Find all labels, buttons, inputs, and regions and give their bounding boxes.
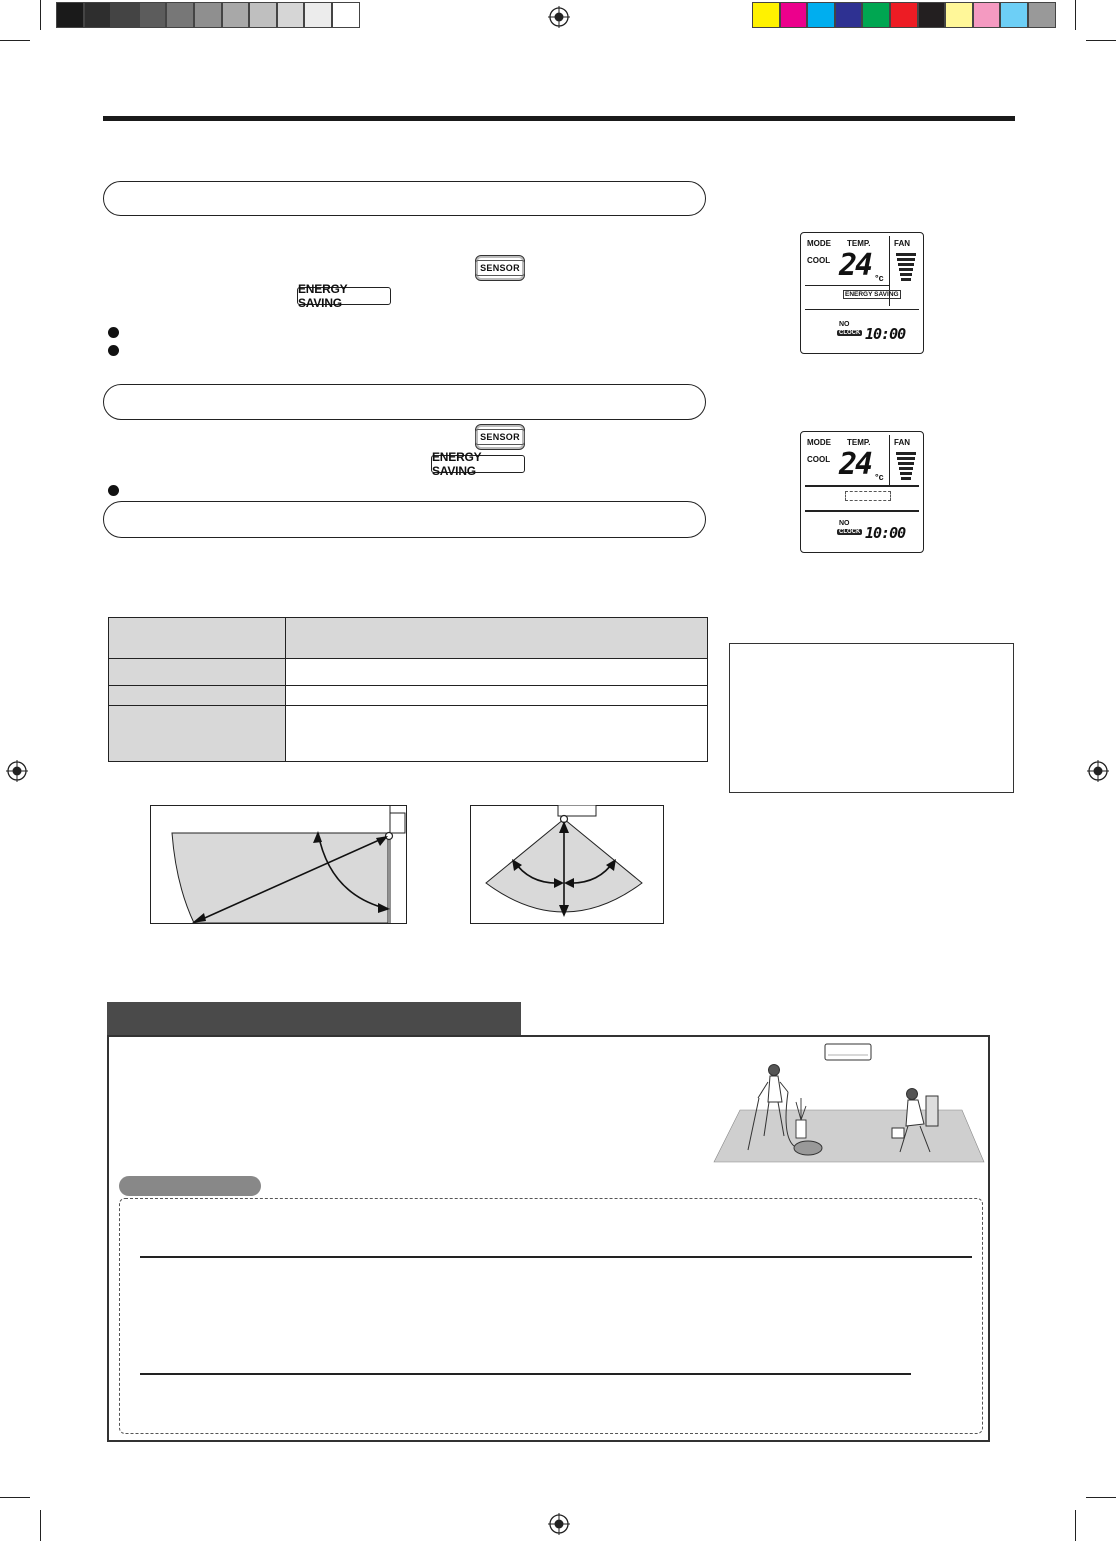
lcd-temp-label: TEMP. — [847, 239, 871, 248]
gray-swatch — [304, 2, 332, 28]
color-swatch — [890, 2, 918, 28]
color-swatch — [1028, 2, 1056, 28]
color-swatch — [1000, 2, 1028, 28]
gray-swatch — [332, 2, 360, 28]
crop-mark — [1086, 1497, 1116, 1498]
color-swatch — [807, 2, 835, 28]
note-tag — [119, 1176, 261, 1196]
gray-swatch — [84, 2, 112, 28]
table-row-header — [109, 686, 286, 706]
crop-mark — [0, 1497, 30, 1498]
lcd-divider — [889, 435, 890, 485]
gray-swatch — [194, 2, 222, 28]
color-swatch — [780, 2, 808, 28]
lcd-temperature: 24 — [839, 248, 872, 283]
section-header-sensor-off — [103, 384, 706, 420]
crop-mark — [0, 40, 30, 41]
room-illustration — [712, 1040, 986, 1164]
lcd-cool-label: COOL — [807, 455, 831, 464]
table-header-cell — [109, 618, 286, 659]
bullet-point — [108, 345, 119, 356]
lcd-fan-label: FAN — [894, 239, 910, 248]
lcd-energy-saving-blank — [845, 491, 891, 501]
gray-swatch — [222, 2, 250, 28]
lcd-divider — [805, 309, 919, 310]
table-row — [109, 659, 708, 686]
color-swatch — [945, 2, 973, 28]
section-header-detection-range — [103, 501, 706, 538]
crop-mark — [1086, 40, 1116, 41]
energy-saving-indicator: ENERGY SAVING — [431, 455, 525, 473]
detection-range-table — [108, 617, 708, 762]
fan-level-bars-icon — [894, 450, 918, 486]
note-rule — [140, 1256, 972, 1258]
lcd-no-label: NO — [839, 520, 850, 527]
lcd-time: 10:00 — [865, 325, 906, 343]
registration-mark-top — [548, 6, 570, 28]
crop-mark — [40, 0, 41, 30]
lcd-cool-label: COOL — [807, 256, 831, 265]
lcd-display-energy-saving-off — [800, 431, 924, 553]
gray-swatch — [111, 2, 139, 28]
energy-saving-indicator: ENERGY SAVING — [297, 287, 391, 305]
section-header-sensor-on — [103, 181, 706, 216]
color-swatch — [752, 2, 780, 28]
color-swatch — [835, 2, 863, 28]
lcd-unit: °c — [875, 472, 884, 482]
table-row — [109, 686, 708, 706]
gray-swatch — [139, 2, 167, 28]
lcd-no-label: NO — [839, 321, 850, 328]
sensor-button-label: SENSOR — [475, 429, 525, 445]
lcd-mode-label: MODE — [807, 438, 831, 447]
sensor-button[interactable] — [475, 255, 525, 281]
info-section-header-tab — [107, 1002, 521, 1035]
crop-mark — [40, 1510, 41, 1541]
table-cell — [286, 706, 708, 762]
lcd-clock-label: CLOCK — [839, 330, 861, 336]
lcd-display-energy-saving-on — [800, 232, 924, 354]
table-cell — [286, 686, 708, 706]
gray-swatch — [56, 2, 84, 28]
crop-mark — [1075, 1510, 1076, 1541]
sensor-button-label: SENSOR — [475, 260, 525, 276]
table-cell — [286, 659, 708, 686]
gray-swatch — [249, 2, 277, 28]
table-header-cell — [286, 618, 708, 659]
registration-mark-bottom — [548, 1513, 570, 1535]
color-swatch — [918, 2, 946, 28]
lcd-temperature: 24 — [839, 447, 872, 482]
note-rule — [140, 1373, 911, 1375]
gray-swatch — [277, 2, 305, 28]
color-swatch — [973, 2, 1001, 28]
sensor-button[interactable] — [475, 424, 525, 450]
top-view-detection-diagram — [470, 805, 664, 924]
lcd-energy-saving-indicator: ENERGY SAVING — [845, 291, 899, 298]
lcd-fan-label: FAN — [894, 438, 910, 447]
lcd-divider — [805, 485, 919, 487]
lcd-unit: °c — [875, 273, 884, 283]
bullet-point — [108, 485, 119, 496]
registration-mark-left — [6, 760, 28, 782]
lcd-clock-label: CLOCK — [839, 529, 861, 535]
gray-swatch — [166, 2, 194, 28]
table-row — [109, 618, 708, 659]
table-row-header — [109, 706, 286, 762]
lcd-mode-label: MODE — [807, 239, 831, 248]
table-row — [109, 706, 708, 762]
lcd-time: 10:00 — [865, 524, 906, 542]
color-swatch — [862, 2, 890, 28]
note-box — [729, 643, 1014, 793]
side-view-detection-diagram — [150, 805, 407, 924]
registration-mark-right — [1087, 760, 1109, 782]
lcd-temp-label: TEMP. — [847, 438, 871, 447]
fan-level-bars-icon — [894, 251, 918, 287]
header-rule — [103, 116, 1015, 121]
crop-mark — [1075, 0, 1076, 30]
note-dotted-box — [119, 1198, 983, 1434]
bullet-point — [108, 327, 119, 338]
lcd-divider — [805, 285, 889, 286]
table-row-header — [109, 659, 286, 686]
lcd-divider — [805, 510, 919, 512]
